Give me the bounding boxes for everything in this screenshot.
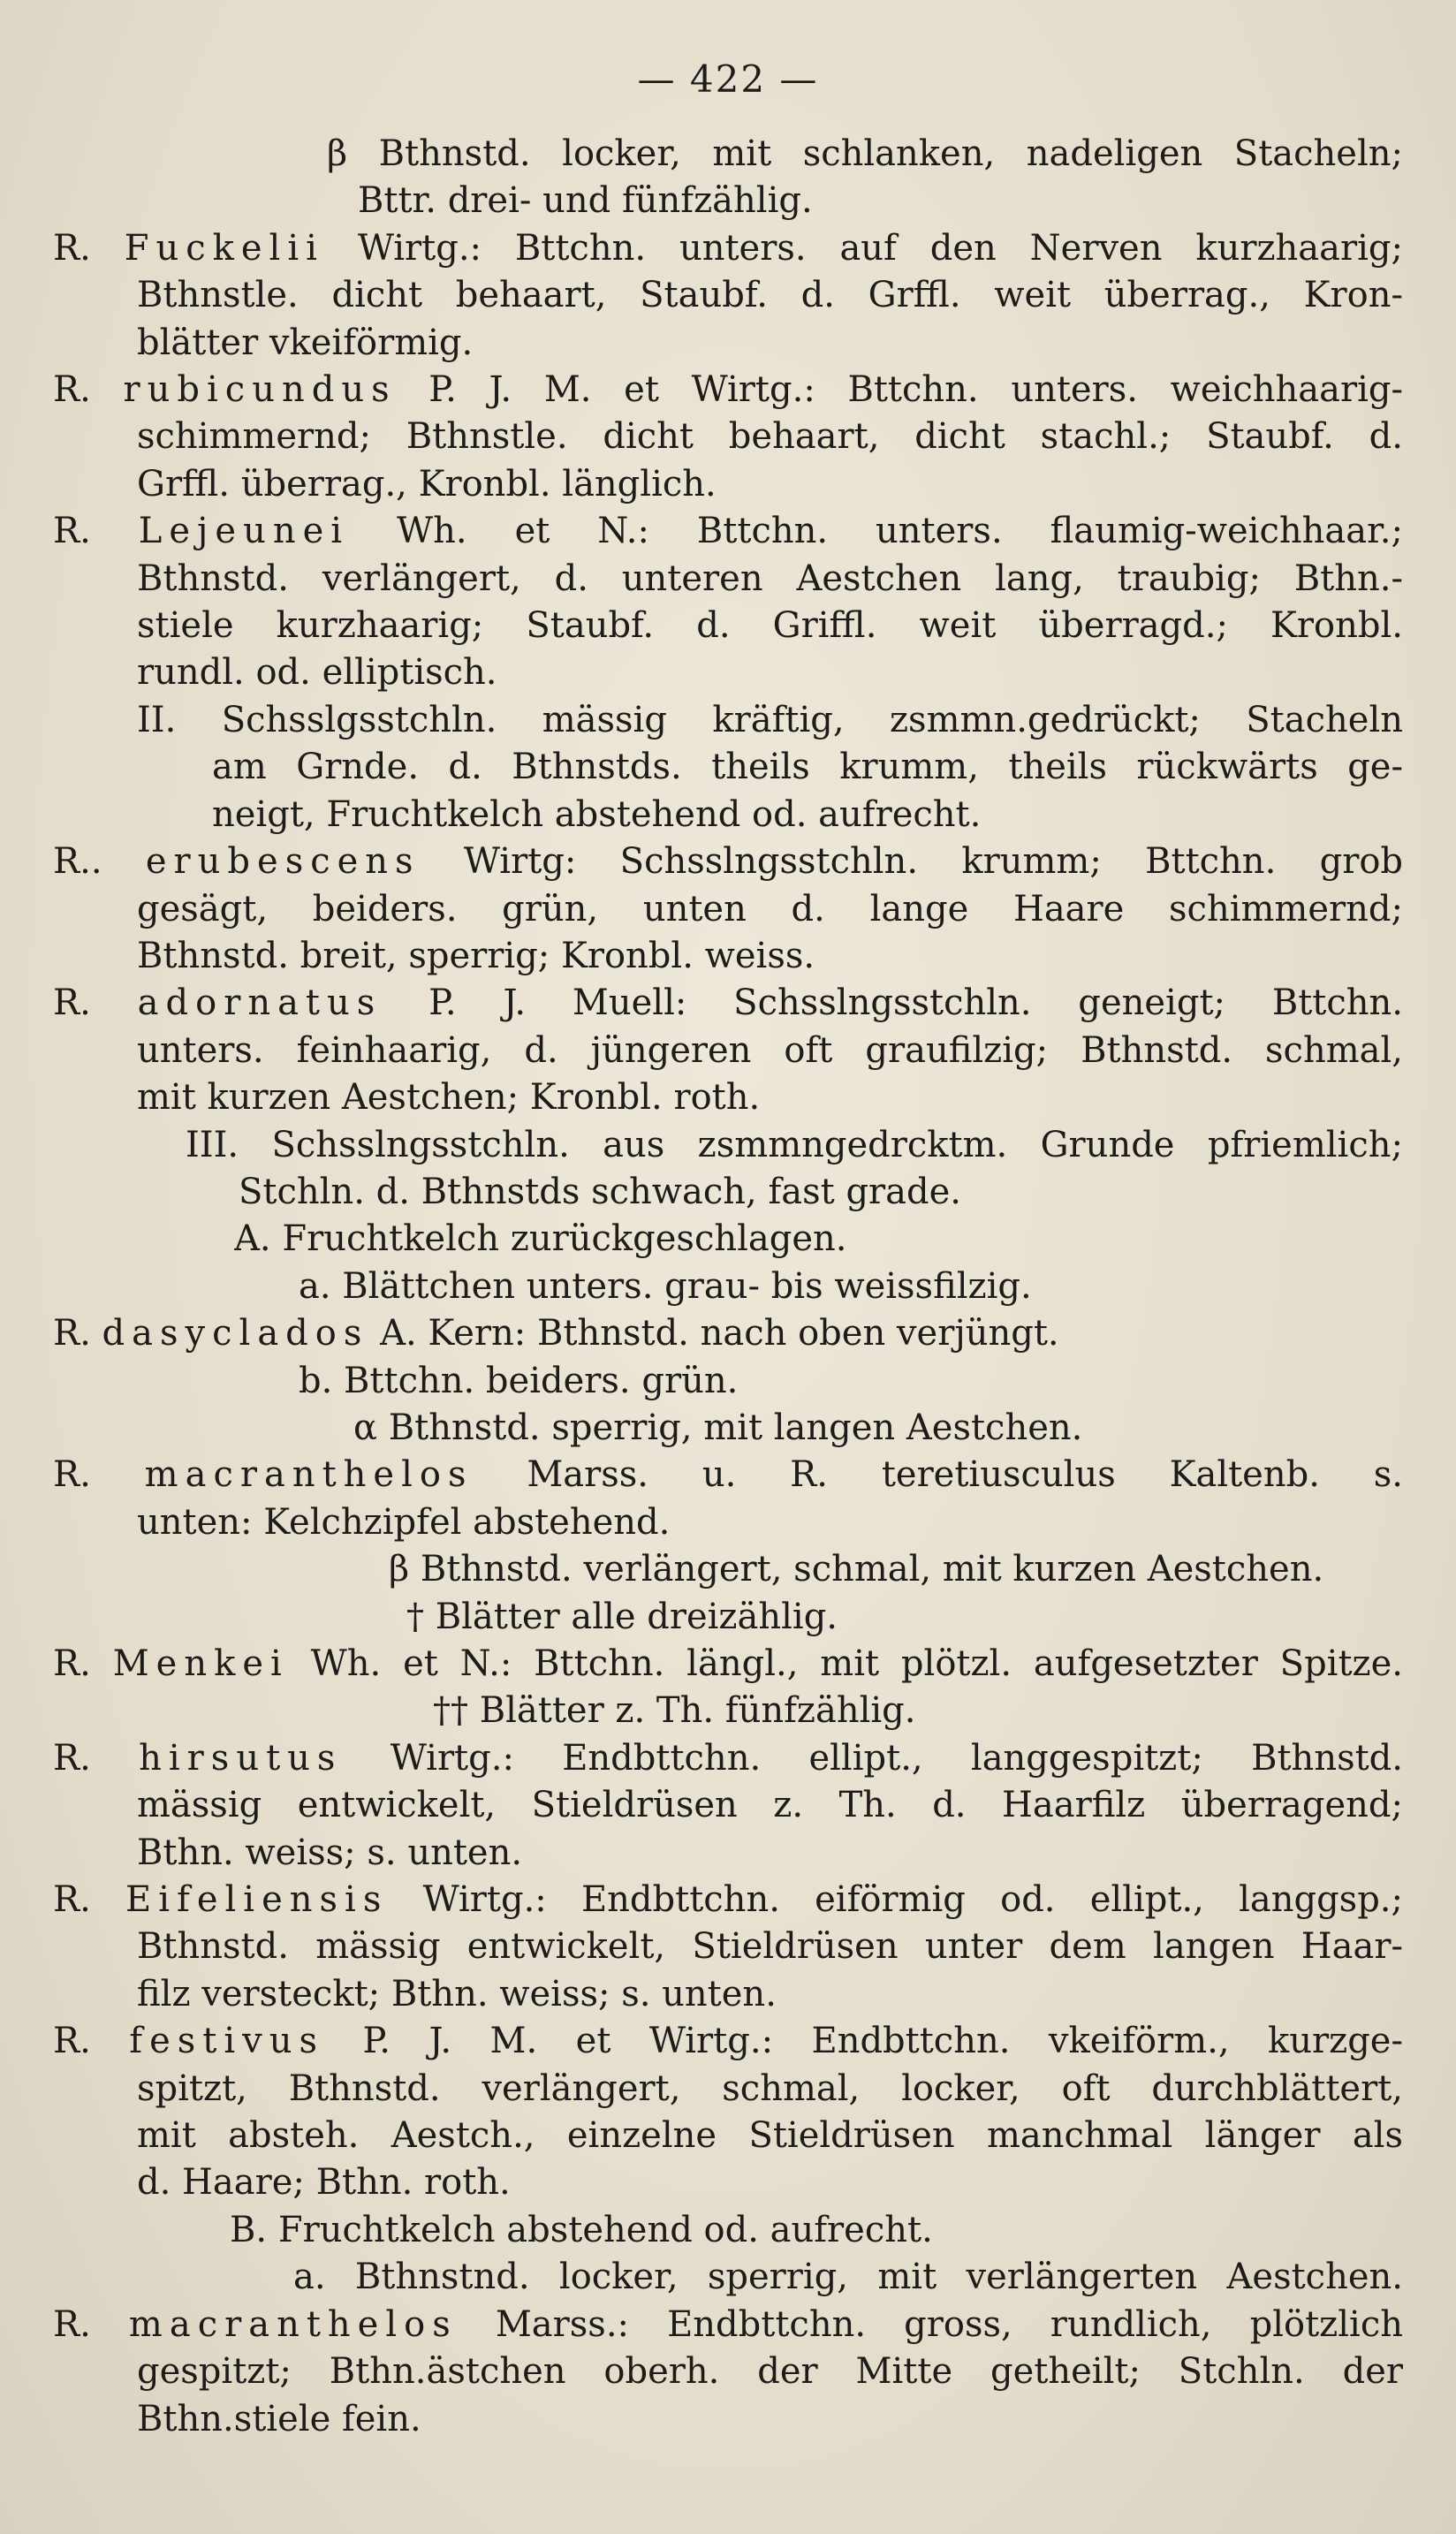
text-line	[212, 792, 1403, 838]
text-line	[389, 1546, 1403, 1593]
line-text: Grffl. überrag., Kronbl. länglich.	[137, 463, 717, 505]
line-text: gespitzt; Bthn.ästchen oberh. der Mitte getheilt; Stchln. der	[137, 2351, 1403, 2393]
species-name: hirsutus	[139, 1737, 343, 1779]
text-line	[212, 744, 1403, 791]
text-line	[358, 178, 1403, 224]
page-body	[53, 131, 1403, 2443]
text-line	[137, 2396, 1403, 2443]
line-text: b. Bttchn. beiders. grün.	[299, 1360, 739, 1401]
text-line	[186, 1122, 1403, 1169]
species-name: Eifeliensis	[125, 1879, 389, 1921]
text-line	[137, 1971, 1403, 2018]
species-name: Lejeunei	[138, 511, 350, 552]
line-text: B. Fruchtkelch abstehend od. aufrecht.	[230, 2209, 933, 2250]
line-text: mässig entwickelt, Stieldrüsen z. Th. d. Haarfilz überragend;	[137, 1785, 1403, 1826]
text-line	[53, 1641, 1403, 1688]
genus-abbrev: R.	[53, 227, 125, 269]
species-name: festivus	[129, 2021, 325, 2062]
text-line	[137, 413, 1403, 460]
line-text: Marss. u. R. teretiusculus Kaltenb. s.	[473, 1454, 1403, 1496]
line-text: blätter vkeiförmig.	[137, 322, 474, 363]
text-line	[53, 225, 1403, 272]
species-name: Menkei	[112, 1643, 289, 1684]
genus-abbrev: R.	[53, 982, 138, 1024]
line-text: Bthnstd. breit, sperrig; Kronbl. weiss.	[137, 935, 815, 976]
line-text: schimmernd; Bthnstle. dicht behaart, dicht stachl.; Staubf. d.	[137, 416, 1403, 458]
text-line	[299, 1358, 1403, 1405]
line-text: gesägt, beiders. grün, unten d. lange Haare schimmernd;	[137, 888, 1403, 929]
text-line	[406, 1594, 1403, 1641]
text-line	[53, 1452, 1403, 1498]
text-line	[137, 320, 1403, 367]
line-text: am Grnde. d. Bthnstds. theils krumm, theils rückwärts ge-	[212, 747, 1403, 788]
page-number: — 422 —	[637, 57, 819, 101]
text-line	[353, 1405, 1403, 1452]
text-line	[293, 2254, 1403, 2301]
genus-abbrev: R.	[53, 1737, 140, 1779]
text-line	[137, 2066, 1403, 2113]
text-line	[137, 2113, 1403, 2159]
line-text: †† Blätter z. Th. fünfzählig.	[433, 1690, 916, 1732]
genus-abbrev: R.	[53, 2303, 129, 2345]
genus-abbrev: R.	[53, 1313, 102, 1354]
text-line	[137, 272, 1403, 319]
species-name: rubicundus	[123, 369, 397, 411]
line-text: † Blätter alle dreizählig.	[406, 1596, 838, 1637]
line-text: Bthn. weiss; s. unten.	[137, 1832, 523, 1873]
genus-abbrev: R..	[53, 841, 146, 883]
species-name: erubescens	[145, 841, 421, 883]
genus-abbrev: R.	[53, 511, 139, 552]
line-text: P. J. M. et Wirtg.: Bttchn. unters. weichhaarig-	[396, 369, 1403, 411]
text-line	[137, 603, 1403, 649]
line-text: a. Bthnstnd. locker, sperrig, mit verlängerten Aestchen.	[293, 2257, 1403, 2298]
line-text: β Bthnstd. locker, mit schlanken, nadeligen Stacheln;	[327, 133, 1403, 174]
text-line	[53, 508, 1403, 555]
line-text: Bttr. drei- und fünfzählig.	[358, 180, 813, 222]
genus-abbrev: R.	[53, 2021, 130, 2062]
text-line	[327, 131, 1403, 178]
line-text: Wh. et N.: Bttchn. längl., mit plötzl. aufgesetzter Spitze.	[288, 1643, 1403, 1684]
text-line	[137, 1074, 1403, 1121]
text-line	[53, 838, 1403, 885]
text-line	[53, 1310, 1403, 1357]
text-line	[137, 461, 1403, 508]
line-text: P. J. M. et Wirtg.: Endbttchn. vkeiförm., kurzge-	[324, 2021, 1403, 2062]
line-text: Wirtg: Schsslngsstchln. krumm; Bttchn. grob	[420, 841, 1403, 883]
line-text: A. Kern: Bthnstd. nach oben verjüngt.	[368, 1313, 1059, 1354]
text-line	[53, 1735, 1403, 1782]
text-line	[137, 886, 1403, 933]
line-text: Wh. et N.: Bttchn. unters. flaumig-weichhaar.;	[349, 511, 1403, 552]
line-text: β Bthnstd. verlängert, schmal, mit kurzen Aestchen.	[389, 1549, 1324, 1590]
species-name: macranthelos	[144, 1454, 474, 1496]
text-line	[137, 1923, 1403, 1970]
line-text: Stchln. d. Bthnstds schwach, fast grade.	[239, 1171, 962, 1212]
line-text: Wirtg.: Bttchn. unters. auf den Nerven kurzhaarig;	[323, 227, 1403, 269]
line-text: unters. feinhaarig, d. jüngeren oft graufilzig; Bthnstd. schmal,	[137, 1029, 1403, 1071]
text-line	[299, 1263, 1403, 1310]
line-text: α Bthnstd. sperrig, mit langen Aestchen.	[353, 1407, 1083, 1448]
text-line	[137, 649, 1403, 696]
line-text: P. J. Muell: Schsslngsstchln. geneigt; Bttchn.	[382, 982, 1403, 1024]
line-text: mit kurzen Aestchen; Kronbl. roth.	[137, 1077, 761, 1119]
line-text: Bthn.stiele fein.	[137, 2398, 421, 2439]
text-line	[137, 1499, 1403, 1546]
text-line	[137, 1028, 1403, 1074]
line-text: rundl. od. elliptisch.	[137, 652, 497, 694]
line-text: Wirtg.: Endbttchn. eiförmig od. ellipt., langgsp.;	[388, 1879, 1403, 1921]
species-name: Fuckelii	[124, 227, 324, 269]
genus-abbrev: R.	[53, 1643, 113, 1684]
text-line	[137, 556, 1403, 603]
text-line	[433, 1688, 1403, 1734]
line-text: II. Schsslgsstchln. mässig kräftig, zsmmn.gedrückt; Stacheln	[137, 699, 1403, 740]
line-text: unten: Kelchzipfel abstehend.	[137, 1501, 671, 1543]
line-text: filz versteckt; Bthn. weiss; s. unten.	[137, 1973, 777, 2014]
text-line	[53, 367, 1403, 413]
line-text: Bthnstd. mässig entwickelt, Stieldrüsen unter dem langen Haar-	[137, 1926, 1403, 1968]
line-text: Bthnstd. verlängert, d. unteren Aestchen lang, traubig; Bthn.-	[137, 558, 1403, 599]
text-line	[53, 2302, 1403, 2348]
line-text: A. Fruchtkelch zurückgeschlagen.	[234, 1218, 847, 1260]
line-text: III. Schsslngsstchln. aus zsmmngedrcktm. Grunde pfriemlich;	[186, 1124, 1403, 1165]
line-text: mit absteh. Aestch., einzelne Stieldrüsen manchmal länger als	[137, 2115, 1403, 2157]
genus-abbrev: R.	[53, 1879, 126, 1921]
species-name: macranthelos	[128, 2303, 458, 2345]
text-line	[53, 1877, 1403, 1923]
line-text: Marss.: Endbttchn. gross, rundlich, plötzlich	[457, 2303, 1403, 2345]
species-name: adornatus	[137, 982, 383, 1024]
text-line	[239, 1169, 1403, 1216]
line-text: d. Haare; Bthn. roth.	[137, 2162, 511, 2204]
text-line	[137, 2159, 1403, 2206]
text-line	[230, 2207, 1403, 2254]
line-text: Bthnstle. dicht behaart, Staubf. d. Grffl. weit überrag., Kron-	[137, 275, 1403, 316]
genus-abbrev: R.	[53, 369, 124, 411]
species-name: dasyclados	[102, 1313, 369, 1354]
line-text: a. Blättchen unters. grau- bis weissfilzig.	[299, 1265, 1032, 1307]
line-text: spitzt, Bthnstd. verlängert, schmal, locker, oft durchblättert,	[137, 2067, 1403, 2109]
text-line	[137, 2348, 1403, 2395]
line-text: stiele kurzhaarig; Staubf. d. Griffl. weit überragd.; Kronbl.	[137, 605, 1403, 647]
text-line	[137, 697, 1403, 744]
text-line	[137, 933, 1403, 980]
text-line	[53, 980, 1403, 1027]
line-text: neigt, Fruchtkelch abstehend od. aufrecht.	[212, 793, 982, 835]
text-line	[137, 1782, 1403, 1829]
text-line	[137, 1830, 1403, 1877]
line-text: Wirtg.: Endbttchn. ellipt., langgespitzt; Bthnstd.	[342, 1737, 1403, 1779]
genus-abbrev: R.	[53, 1454, 145, 1496]
text-line	[234, 1216, 1403, 1263]
text-line	[53, 2018, 1403, 2065]
